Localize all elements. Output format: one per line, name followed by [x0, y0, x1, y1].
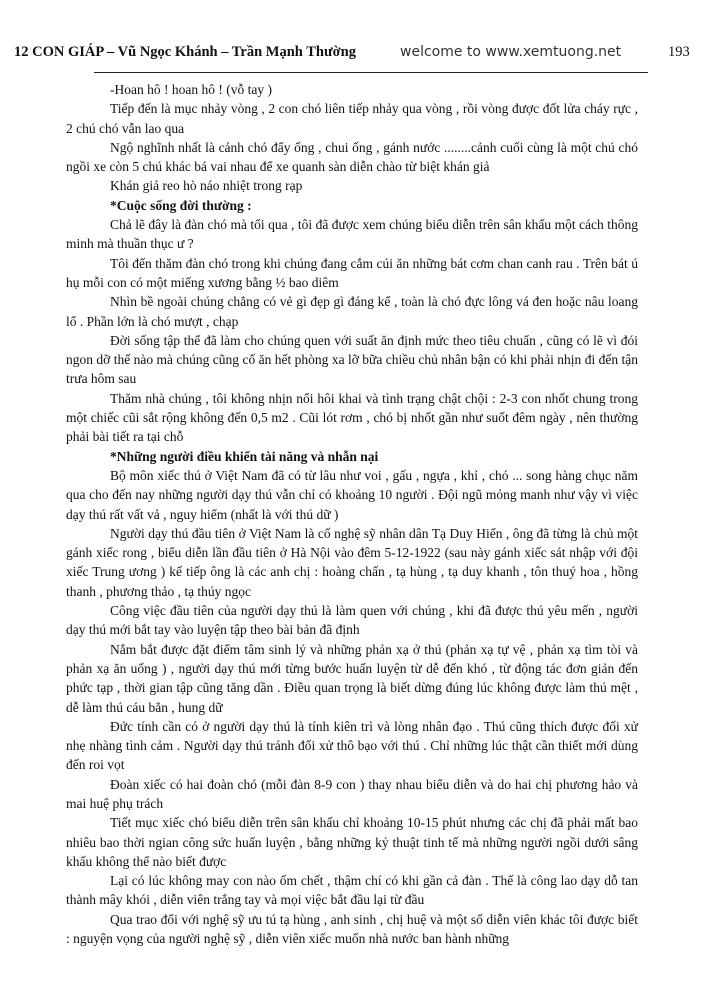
body-text — [66, 80, 638, 948]
paragraph: Nắm bắt được đặt điểm tâm sinh lý và những phản xạ ở thú (phản xạ tự vệ , phản xạ tìm tòi và phản xạ ăn uống ) , người dạy thú mới từng bước huấn luyện từ dễ đến khó , từ động tác đơn giản đến phức tạp , thời gian tập cũng tăng dần . Điều quan trọng là biết dừng đúng lúc không được làm thú mệt , dễ làm thú cáu bẳn , hung dữ — [66, 641, 638, 715]
paragraph: Đoàn xiếc có hai đoàn chó (mỗi đàn 8-9 con ) thay nhau biểu diễn và do hai chị phương hảo và mai huệ phụ trách — [66, 776, 638, 811]
paragraph: Công việc đầu tiên của người dạy thú là làm quen với chúng , khi đã được thú yêu mến , người dạy thú mới bắt tay vào luyện tập theo bài bản đã định — [66, 603, 638, 638]
paragraph: Tiết mục xiếc chó biểu diễn trên sân khấu chỉ khoảng 10-15 phút nhưng các chị đã phải mất bao nhiêu bao thời ngian công sức huấn luyện , bằng những kỷ thuật tinh tế mà những người ngồi dưới sâng khấu không thể nào biết được — [66, 815, 638, 869]
section-heading: *Cuộc sống đời thường : — [110, 197, 252, 213]
book-title: 12 CON GIÁP – Vũ Ngọc Khánh – Trần Mạnh Thường — [14, 44, 356, 60]
section-heading: *Những người điều khiển tài năng và nhẫn nại — [110, 448, 379, 464]
paragraph: Người dạy thú đầu tiên ở Việt Nam là cố nghệ sỹ nhân dân Tạ Duy Hiển , ông đã từng là chủ một gánh xiếc rong , biểu diễn lần đầu tiên ở Hà Nội vào đêm 5-12-1922 (sau này gánh xiếc sát nhập với đội xiếc Trung ương ) kế tiếp ông là các anh chị : hoàng chấn , tạ hùng , tạ duy khanh , tôn thuý hoa , hồng thanh , phương thảo , tạ thúy ngọc — [66, 525, 638, 599]
page-header — [0, 44, 702, 64]
paragraph: Nhìn bề ngoài chúng chẳng có vẻ gì đẹp gì đáng kể , toàn là chó đực lông vá đen hoặc nâu loang lổ . Phần lớn là chó mượt , chạp — [66, 294, 638, 329]
website-link[interactable]: welcome to www.xemtuong.net — [400, 44, 622, 60]
paragraph: Thăm nhà chúng , tôi không nhịn nổi hôi khai và tình trạng chật chội : 2-3 con nhốt chung trong một chiếc cũi sắt rộng không đến 0,5 m2 . Cũi lót rơm , chó bị nhốt gần như suốt đêm ngày , nên thường phải bài tiết ra tại chỗ — [66, 390, 638, 445]
paragraph: Đức tính cần có ở người dạy thú là tính kiên trì và lòng nhân đạo . Thú cũng thích được đối xử nhẹ nhàng tình cảm . Người dạy thú tránh đối xử thô bạo với thú . Chỉ những lúc thật cần thiết mới dùng đến roi vọt — [66, 718, 638, 773]
paragraph: Tôi đến thăm đàn chó trong khi chúng đang cắm cúi ăn những bát cơm chan canh rau . Trên bát ú hụ mỗi con có một miếng xương bằng ½ bao diêm — [66, 255, 638, 290]
paragraph: Lại có lúc không may con nào ốm chết , thậm chí có khi gần cả đàn . Thế là công lao dạy dỗ tan thành mây khói , diễn viên trắng tay và mọi việc bắt đầu lại từ đầu — [66, 873, 638, 908]
paragraph: Ngộ nghĩnh nhất là cảnh chó đẩy ống , chui ống , gánh nước ........cảnh cuối cùng là một chú chó ngồi xe còn 5 chú khác bá vai nhau để xe quanh sàn diễn chào từ biệt khán giả — [66, 139, 638, 175]
page-number: 193 — [668, 44, 690, 60]
paragraph: Khán giả reo hò náo nhiệt trong rạp — [110, 178, 303, 194]
paragraph: Qua trao đổi với nghệ sỹ ưu tú tạ hùng , anh sinh , chị huệ và một số diễn viên khác tôi được biết : nguyện vọng của người nghệ sỹ , diễn viên xiếc muốn nhà nước ban hành những — [66, 911, 638, 947]
paragraph: Chả lẽ đây là đàn chó mà tối qua , tôi đã được xem chúng biểu diễn trên sân khấu một cách thông minh mà thuần thục ư ? — [66, 217, 638, 252]
paragraph: Đời sống tập thể đã làm cho chúng quen với suất ăn định mức theo tiêu chuẩn , cũng có lẽ vì đói ngon dỡ thế nào mà chúng cũng cố ăn hết phòng xa lỡ bữa chiều chủ nhân bận có khi phải nhịn đi đến tận trưa hôm sau — [66, 332, 638, 387]
paragraph: Bộ môn xiếc thú ở Việt Nam đã có từ lâu như voi , gấu , ngựa , khỉ , chó ... song hàng chục năm qua cho đến nay những người dạy thú vẫn chỉ có khoảng 10 người . Đội ngũ mỏng manh như vậy vì việc dạy thú rất vất vả , nguy hiểm (nhất là với thú dữ ) — [66, 467, 638, 522]
paragraph: Tiếp đến là mục nhảy vòng , 2 con chó liên tiếp nhảy qua vòng , rồi vòng được đốt lửa cháy rực , 2 chú chó vẫn lao qua — [66, 101, 638, 136]
header-divider — [94, 72, 648, 73]
paragraph: -Hoan hô ! hoan hô ! (vỗ tay ) — [110, 82, 272, 97]
